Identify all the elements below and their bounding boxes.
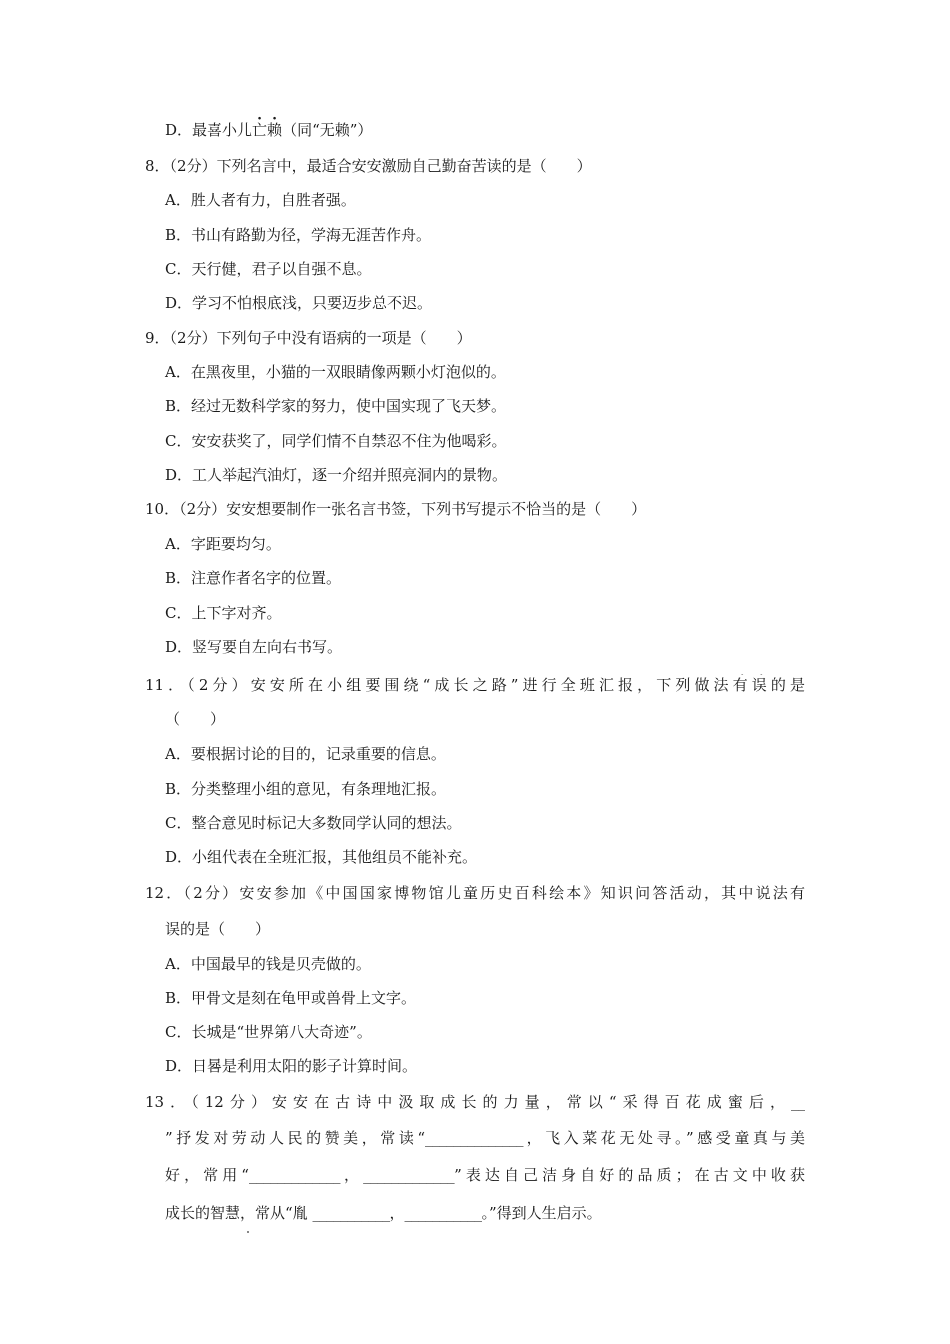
answer-option <box>165 987 416 1009</box>
text-segment: A．要根据讨论的目的，记录重要的信息。 <box>165 745 446 763</box>
emphasized-char: 赖 <box>267 121 283 139</box>
answer-blank[interactable]: _____________ <box>363 1166 455 1184</box>
text-segment: 误的是（ ） <box>165 920 271 938</box>
text-segment: 好，常用“ <box>165 1166 249 1184</box>
emphasized-char: 有 <box>732 676 752 694</box>
text-segment: D．竖写要自左向右书写。 <box>165 638 343 656</box>
answer-blank[interactable]: __ <box>791 1093 805 1111</box>
text-segment: D．学习不怕根底浅，只要迈步总不迟。 <box>165 294 433 312</box>
text-segment: C．安安获奖了，同学们情不自禁忍不住为他喝彩。 <box>165 432 507 450</box>
text-segment: （同“无赖”） <box>282 121 373 139</box>
answer-option <box>165 361 506 383</box>
answer-option <box>165 258 371 280</box>
answer-option <box>165 224 431 246</box>
answer-option <box>165 395 506 417</box>
text-segment: B．书山有路勤为径，学海无涯苦作舟。 <box>165 226 432 244</box>
text-segment: C．天行健，君子以自强不息。 <box>165 260 372 278</box>
answer-option <box>165 1021 372 1043</box>
text-segment: （2分）下列名言中，最适合安安激励自己勤奋苦读的是（ ） <box>169 157 592 175</box>
text-segment: C．长城是“世界第八大奇迹”。 <box>165 1023 372 1041</box>
emphasized-char: 亡 <box>252 121 268 139</box>
answer-option <box>165 189 356 211</box>
text-segment: （ ） <box>165 710 226 728</box>
answer-blank[interactable]: ___________ <box>404 1204 482 1222</box>
text-segment: B．甲骨文是刻在龟甲或兽骨上文字。 <box>165 989 417 1007</box>
answer-option <box>165 953 371 975</box>
answer-option <box>165 119 372 141</box>
question-stem <box>145 1091 805 1113</box>
text-segment: ， <box>389 1204 405 1222</box>
answer-option <box>165 743 446 765</box>
text-segment: ”抒发对劳动人民的赞美，常读“ <box>165 1129 426 1147</box>
question-stem-continued <box>165 1164 805 1186</box>
text-segment: 。”得到人生启示。 <box>481 1204 602 1222</box>
text-segment: （12分）安安在古诗中汲取成长的力量，常以“采得百花成蜜后， <box>191 1093 791 1111</box>
answer-option <box>165 812 461 834</box>
answer-option <box>165 533 281 555</box>
answer-blank[interactable]: ______________ <box>425 1129 524 1147</box>
answer-option <box>165 1055 417 1077</box>
text-segment: B．注意作者名字的位置。 <box>165 569 342 587</box>
text-segment: （2分）安安所在小组要围绕“成长之路”进行全班汇报，下列做法 <box>187 676 733 694</box>
question-number: 9． <box>145 329 170 347</box>
question-number: 12． <box>145 884 184 902</box>
question-stem-continued <box>165 1127 805 1149</box>
text-segment: A．中国最早的钱是贝壳做的。 <box>165 955 371 973</box>
question-stem <box>145 327 472 349</box>
text-segment: A．胜人者有力，自胜者强。 <box>165 191 356 209</box>
text-segment: D．日晷是利用太阳的影子计算时间。 <box>165 1057 418 1075</box>
question-number: 10． <box>145 500 180 518</box>
question-number: 11． <box>145 676 188 694</box>
text-segment: D．工人举起汽油灯，逐一介绍并照亮洞内的景物。 <box>165 466 508 484</box>
answer-option <box>165 464 507 486</box>
question-stem <box>145 498 646 520</box>
text-segment: D．最喜小儿 <box>165 121 253 139</box>
question-stem-continued <box>165 1202 602 1224</box>
answer-option <box>165 602 281 624</box>
question-stem <box>145 674 805 696</box>
question-number: 8． <box>145 157 170 175</box>
answer-option <box>165 430 506 452</box>
text-segment: D．小组代表在全班汇报，其他组员不能补充。 <box>165 848 478 866</box>
text-segment: C．上下字对齐。 <box>165 604 282 622</box>
question-number: 13． <box>145 1093 192 1111</box>
emphasized-char: 误 <box>751 676 771 694</box>
text-segment: B．分类整理小组的意见，有条理地汇报。 <box>165 780 447 798</box>
text-segment: C．整合意见时标记大多数同学认同的想法。 <box>165 814 462 832</box>
answer-blank[interactable]: ___________ <box>312 1204 390 1222</box>
text-segment: 成长的智慧，常从“胤 <box>165 1204 313 1222</box>
answer-option <box>165 846 477 868</box>
text-segment: B．经过无数科学家的努力，使中国实现了飞天梦。 <box>165 397 507 415</box>
answer-option <box>165 292 432 314</box>
scan-speck <box>247 1231 249 1233</box>
question-stem-continued <box>165 918 270 940</box>
text-segment: 的是 <box>770 676 805 694</box>
answer-blank[interactable]: _____________ <box>248 1166 340 1184</box>
answer-option <box>165 567 341 589</box>
text-segment: A．字距要均匀。 <box>165 535 281 553</box>
answer-option <box>165 778 446 800</box>
text-segment: （2分）下列句子中没有语病的一项是（ ） <box>169 329 472 347</box>
question-stem-continued <box>165 708 225 730</box>
answer-option <box>165 636 342 658</box>
text-segment: A．在黑夜里，小猫的一双眼睛像两颗小灯泡似的。 <box>165 363 506 381</box>
text-segment: ，飞入菜花无处寻。”感受童真与美 <box>523 1129 805 1147</box>
text-segment: ”表达自己洁身自好的品质；在古文中收获 <box>454 1166 805 1184</box>
question-stem <box>145 155 592 177</box>
text-segment: ， <box>339 1166 364 1184</box>
question-stem <box>145 882 805 904</box>
text-segment: （2分）安安参加《中国国家博物馆儿童历史百科绘本》知识问答活动，其中说法有 <box>183 884 805 902</box>
text-segment: （2分）安安想要制作一张名言书签，下列书写提示不恰当的是（ ） <box>179 500 647 518</box>
